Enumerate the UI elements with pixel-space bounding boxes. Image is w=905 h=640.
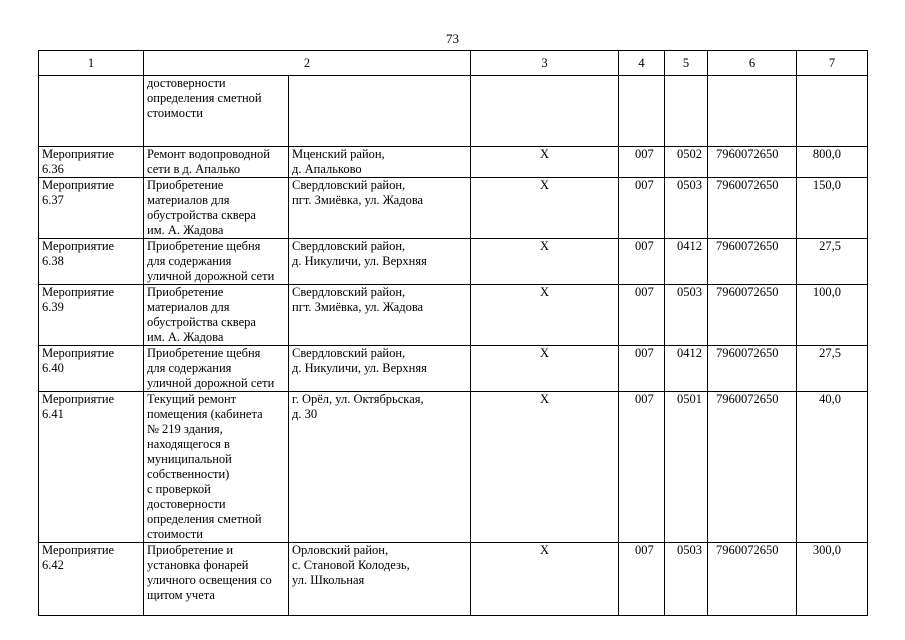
mark-cell xyxy=(471,76,619,147)
name-cell-line: определения сметной xyxy=(147,91,262,105)
sum-cell: 800,0 xyxy=(797,147,868,178)
table-row xyxy=(39,285,868,346)
sum-cell: 40,0 xyxy=(797,392,868,543)
name-cell-line: Ремонт водопроводной xyxy=(147,147,270,161)
mark-cell: Х xyxy=(471,392,619,543)
place-cell xyxy=(289,178,471,239)
code-cell: 7960072650 xyxy=(708,285,797,346)
event-cell-line: Мероприятие xyxy=(42,543,115,557)
name-cell-line: Текущий ремонт xyxy=(147,392,237,406)
event-cell xyxy=(39,285,144,346)
name-cell-line: обустройства сквера xyxy=(147,208,256,222)
place-cell-line: д. Никуличи, ул. Верхняя xyxy=(292,254,427,268)
name-cell-line: Приобретение xyxy=(147,178,224,192)
mark-cell: Х xyxy=(471,543,619,616)
place-cell xyxy=(289,392,471,543)
name-cell-line: Приобретение щебня xyxy=(147,346,261,360)
name-cell-line: установка фонарей xyxy=(147,558,249,572)
name-cell-line: определения сметной xyxy=(147,512,262,526)
event-cell xyxy=(39,76,144,147)
budget-table xyxy=(38,50,868,616)
gr-cell: 007 xyxy=(619,285,665,346)
header-col-1: 1 xyxy=(39,51,144,76)
name-cell-line: им. А. Жадова xyxy=(147,330,224,344)
name-cell-line: уличной дорожной сети xyxy=(147,269,275,283)
page-number: 73 xyxy=(446,31,459,46)
header-col-3: 3 xyxy=(471,51,619,76)
code-cell: 7960072650 xyxy=(708,392,797,543)
section-cell: 0503 xyxy=(665,543,708,616)
table-row xyxy=(39,76,868,147)
sum-cell: 27,5 xyxy=(797,239,868,285)
place-cell-line: ул. Школьная xyxy=(292,573,365,587)
event-cell-line: 6.37 xyxy=(42,193,64,207)
name-cell-line: стоимости xyxy=(147,106,203,120)
event-cell-line: Мероприятие xyxy=(42,147,115,161)
place-cell-line: с. Становой Колодезь, xyxy=(292,558,410,572)
code-cell xyxy=(708,76,797,147)
gr-cell xyxy=(619,76,665,147)
name-cell-line: находящегося в xyxy=(147,437,230,451)
mark-cell: Х xyxy=(471,178,619,239)
name-cell-line: материалов для xyxy=(147,300,230,314)
gr-cell: 007 xyxy=(619,178,665,239)
event-cell-line: 6.36 xyxy=(42,162,64,176)
name-cell-line: собственности) xyxy=(147,467,230,481)
mark-cell: Х xyxy=(471,285,619,346)
mark-cell: Х xyxy=(471,147,619,178)
name-cell-line: муниципальной xyxy=(147,452,232,466)
section-cell: 0412 xyxy=(665,346,708,392)
event-cell-line: 6.40 xyxy=(42,361,64,375)
gr-cell: 007 xyxy=(619,543,665,616)
table-row xyxy=(39,147,868,178)
name-cell xyxy=(144,147,289,178)
place-cell-line: Свердловский район, xyxy=(292,346,406,360)
mark-cell: Х xyxy=(471,239,619,285)
event-cell xyxy=(39,346,144,392)
header-col-2: 2 xyxy=(144,51,471,76)
gr-cell: 007 xyxy=(619,147,665,178)
name-cell-line: с проверкой xyxy=(147,482,211,496)
name-cell-line: для содержания xyxy=(147,361,232,375)
sum-cell xyxy=(797,76,868,147)
place-cell-line: д. Никуличи, ул. Верхняя xyxy=(292,361,427,375)
section-cell: 0501 xyxy=(665,392,708,543)
section-cell: 0503 xyxy=(665,178,708,239)
event-cell-line: Мероприятие xyxy=(42,178,115,192)
event-cell xyxy=(39,392,144,543)
sum-cell: 300,0 xyxy=(797,543,868,616)
name-cell xyxy=(144,346,289,392)
event-cell-line: 6.42 xyxy=(42,558,64,572)
name-cell-line: материалов для xyxy=(147,193,230,207)
place-cell-line: Свердловский район, xyxy=(292,178,406,192)
name-cell xyxy=(144,285,289,346)
name-cell-line: сети в д. Апалько xyxy=(147,162,241,176)
section-cell: 0503 xyxy=(665,285,708,346)
event-cell xyxy=(39,543,144,616)
section-cell: 0412 xyxy=(665,239,708,285)
header-col-5: 5 xyxy=(665,51,708,76)
event-cell-line: 6.41 xyxy=(42,407,64,421)
name-cell-line: для содержания xyxy=(147,254,232,268)
section-cell: 0502 xyxy=(665,147,708,178)
table-row xyxy=(39,178,868,239)
place-cell-line: Свердловский район, xyxy=(292,239,406,253)
name-cell-line: помещения (кабинета xyxy=(147,407,263,421)
place-cell xyxy=(289,543,471,616)
code-cell: 7960072650 xyxy=(708,147,797,178)
table-row xyxy=(39,543,868,616)
code-cell: 7960072650 xyxy=(708,346,797,392)
sum-cell: 100,0 xyxy=(797,285,868,346)
place-cell xyxy=(289,346,471,392)
name-cell-line: № 219 здания, xyxy=(147,422,223,436)
name-cell-line: им. А. Жадова xyxy=(147,223,224,237)
event-cell xyxy=(39,147,144,178)
name-cell-line: достоверности xyxy=(147,497,226,511)
place-cell-line: Свердловский район, xyxy=(292,285,406,299)
code-cell: 7960072650 xyxy=(708,178,797,239)
name-cell xyxy=(144,76,289,147)
sum-cell: 27,5 xyxy=(797,346,868,392)
event-cell xyxy=(39,239,144,285)
header-row xyxy=(39,51,868,76)
section-cell xyxy=(665,76,708,147)
name-cell-line: достоверности xyxy=(147,76,226,90)
code-cell: 7960072650 xyxy=(708,543,797,616)
header-col-4: 4 xyxy=(619,51,665,76)
event-cell-line: Мероприятие xyxy=(42,285,115,299)
event-cell-line: Мероприятие xyxy=(42,239,115,253)
code-cell: 7960072650 xyxy=(708,239,797,285)
table-row xyxy=(39,392,868,543)
place-cell-line: пгт. Змиёвка, ул. Жадова xyxy=(292,300,424,314)
table-row xyxy=(39,239,868,285)
name-cell-line: щитом учета xyxy=(147,588,215,602)
name-cell-line: Приобретение xyxy=(147,285,224,299)
event-cell-line: Мероприятие xyxy=(42,392,115,406)
name-cell-line: Приобретение щебня xyxy=(147,239,261,253)
place-cell xyxy=(289,285,471,346)
mark-cell: Х xyxy=(471,346,619,392)
place-cell xyxy=(289,76,471,147)
name-cell xyxy=(144,239,289,285)
name-cell xyxy=(144,543,289,616)
name-cell-line: стоимости xyxy=(147,527,203,541)
table-row xyxy=(39,346,868,392)
header-col-7: 7 xyxy=(797,51,868,76)
gr-cell: 007 xyxy=(619,239,665,285)
place-cell xyxy=(289,147,471,178)
gr-cell: 007 xyxy=(619,392,665,543)
event-cell-line: 6.38 xyxy=(42,254,64,268)
place-cell-line: Мценский район, xyxy=(292,147,385,161)
place-cell-line: д. 30 xyxy=(292,407,318,421)
name-cell-line: уличной дорожной сети xyxy=(147,376,275,390)
name-cell xyxy=(144,392,289,543)
event-cell xyxy=(39,178,144,239)
name-cell-line: Приобретение и xyxy=(147,543,234,557)
place-cell-line: д. Апальково xyxy=(292,162,362,176)
place-cell-line: пгт. Змиёвка, ул. Жадова xyxy=(292,193,424,207)
header-col-6: 6 xyxy=(708,51,797,76)
name-cell-line: обустройства сквера xyxy=(147,315,256,329)
event-cell-line: 6.39 xyxy=(42,300,64,314)
place-cell-line: г. Орёл, ул. Октябрьская, xyxy=(292,392,424,406)
sum-cell: 150,0 xyxy=(797,178,868,239)
gr-cell: 007 xyxy=(619,346,665,392)
place-cell-line: Орловский район, xyxy=(292,543,389,557)
name-cell-line: уличного освещения со xyxy=(147,573,272,587)
event-cell-line: Мероприятие xyxy=(42,346,115,360)
place-cell xyxy=(289,239,471,285)
name-cell xyxy=(144,178,289,239)
